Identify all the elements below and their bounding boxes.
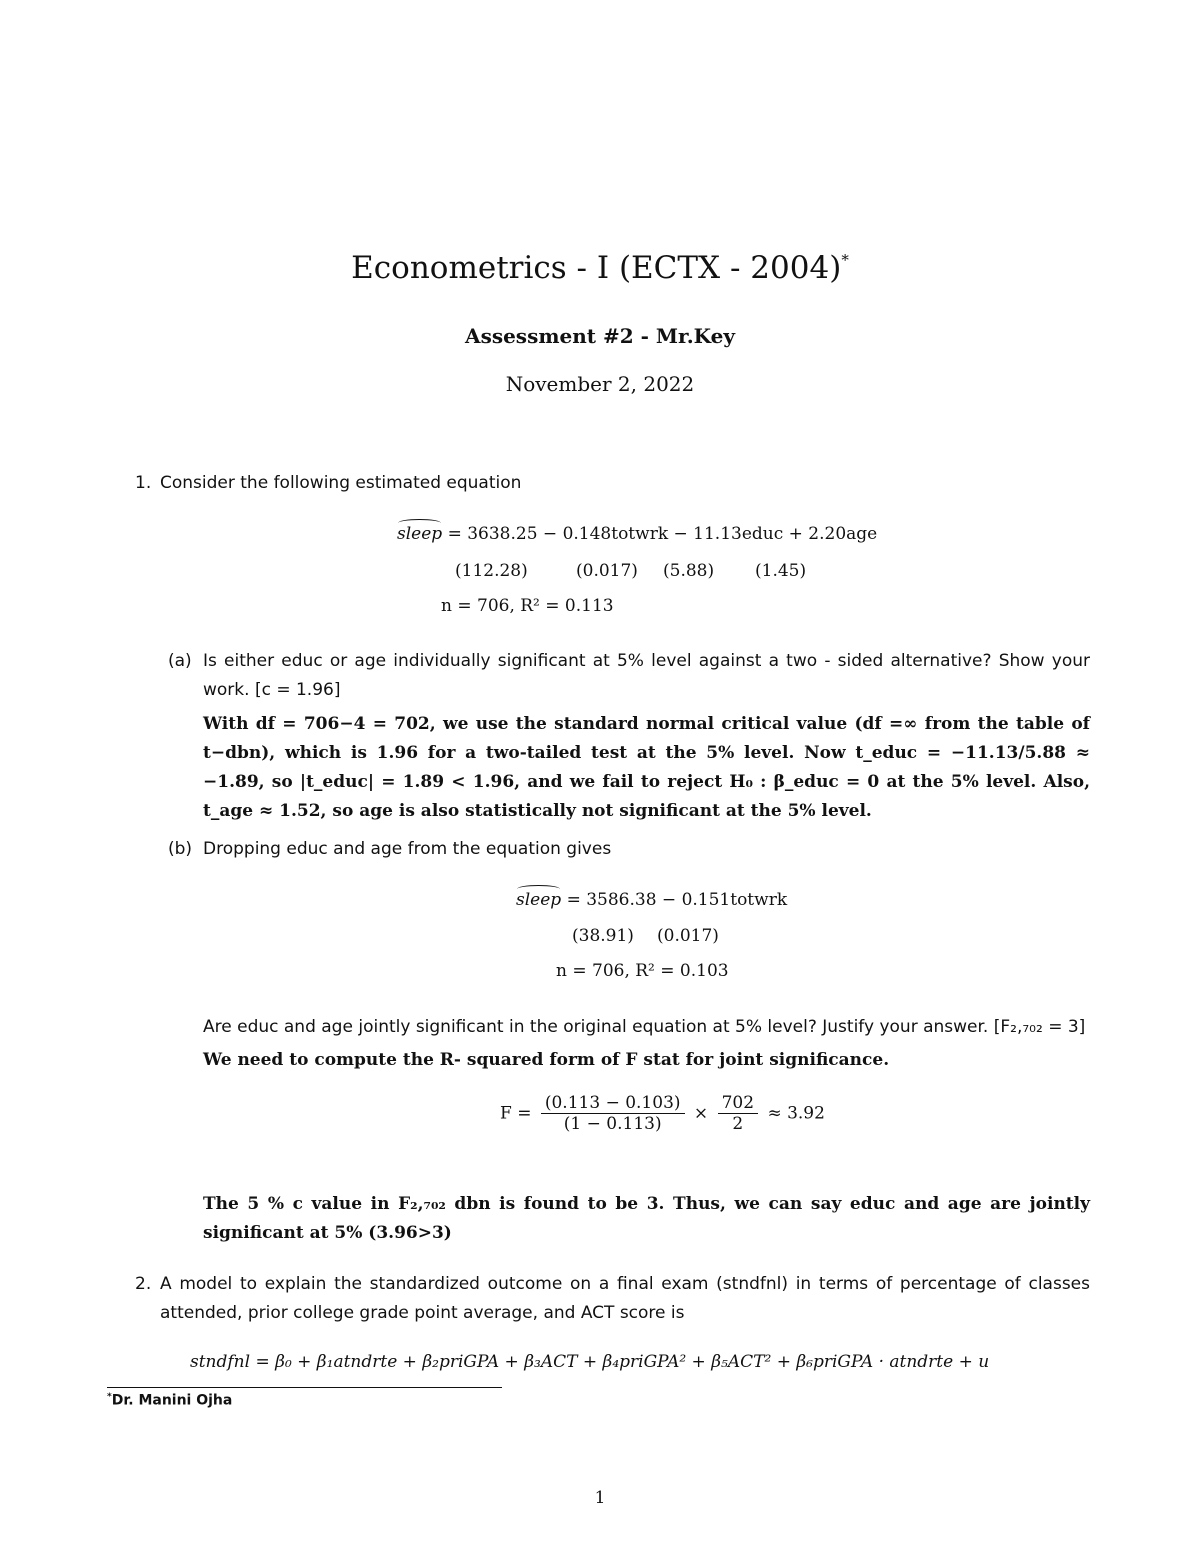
q1b-se-1: (38.91) <box>572 926 634 946</box>
f-stat-formula <box>500 1093 825 1134</box>
f-result: ≈ 3.92 <box>767 1103 825 1124</box>
q1b-answer-intro: We need to compute the R- squared form of F stat for joint significance. <box>203 1050 890 1070</box>
f-num-2: 702 <box>721 1093 755 1113</box>
q1-se-4: (1.45) <box>755 561 807 581</box>
q1-se-1: (112.28) <box>455 561 528 581</box>
q1-intro: Consider the following estimated equation <box>160 473 522 493</box>
q2-number: 2. <box>135 1274 152 1294</box>
f-den-1: (1 − 0.113) <box>541 1113 685 1134</box>
q1b-intro: Dropping educ and age from the equation gives <box>203 839 612 859</box>
document-title <box>0 250 1200 286</box>
f-fraction-1 <box>541 1093 685 1134</box>
title-text: Econometrics - I (ECTX - 2004) <box>351 250 842 286</box>
footnote-text: Dr. Manini Ojha <box>111 1392 233 1409</box>
q2-equation: stndfnl = β₀ + β₁atndrte + β₂priGPA + β₃ACT + β₄priGPA² + β₅ACT² + β₆priGPA · atndrte + u <box>190 1352 990 1372</box>
f-fraction-2 <box>718 1093 758 1134</box>
q1b-se-2: (0.017) <box>657 926 719 946</box>
q1a-answer: With df = 706−4 = 702, we use the standard normal critical value (df =∞ from the table of t−dbn), which is 1.96 for a two-tailed test at the 5% level. Now t_educ = −11.13/5.88 ≈ −1.89, so |t_educ| = 1.89 < 1.96, and we fail to reject H₀ : β_educ = 0 at the 5% level. Also, t_age ≈ 1.52, so age is also statistically not significant at the 5% level. <box>203 714 1090 821</box>
q1-number: 1. <box>135 473 152 493</box>
q1-equation <box>397 524 877 544</box>
q1a-question: Is either educ or age individually significant at 5% level against a two - sided alternative? Show your work. [c = 1.96] <box>203 651 1090 700</box>
footnote-mark: * <box>107 1392 112 1402</box>
q2-text: A model to explain the standardized outcome on a final exam (stndfnl) in terms of percentage of classes attended, prior college grade point average, and ACT score is <box>160 1274 1090 1323</box>
q1b-equation <box>516 890 787 910</box>
q1-se-2: (0.017) <box>576 561 638 581</box>
q1-eq-rhs: = 3638.25 − 0.148totwrk − 11.13educ + 2.20age <box>447 524 878 544</box>
f-num-1: (0.113 − 0.103) <box>544 1093 681 1113</box>
q1b-label: (b) <box>168 839 193 859</box>
footnote-rule <box>107 1387 502 1388</box>
q1b-conclusion: The 5 % c value in F₂,₇₀₂ dbn is found to be 3. Thus, we can say educ and age are jointly significant at 5% (3.96>3) <box>203 1194 1090 1243</box>
q1-stats: n = 706, R² = 0.113 <box>441 596 614 616</box>
f-lhs: F = <box>500 1103 532 1124</box>
document-subtitle: Assessment #2 - Mr.Key <box>465 324 735 348</box>
footnote <box>107 1392 232 1409</box>
document-date: November 2, 2022 <box>505 372 695 396</box>
q1-se-3: (5.88) <box>663 561 715 581</box>
q1b-eq-rhs: = 3586.38 − 0.151totwrk <box>566 890 788 910</box>
q1b-eq-lhs: sleep <box>516 890 562 910</box>
f-times: × <box>693 1103 709 1124</box>
q1a-label: (a) <box>168 651 192 671</box>
q1b-stats: n = 706, R² = 0.103 <box>556 961 729 981</box>
f-den-2: 2 <box>718 1113 758 1134</box>
q1b-question: Are educ and age jointly significant in the original equation at 5% level? Justify your answer. [F₂,₇₀₂ = 3] <box>203 1017 1086 1037</box>
page-number: 1 <box>594 1488 606 1508</box>
title-footnote-mark: * <box>841 250 849 269</box>
q1-eq-lhs: sleep <box>397 524 443 544</box>
